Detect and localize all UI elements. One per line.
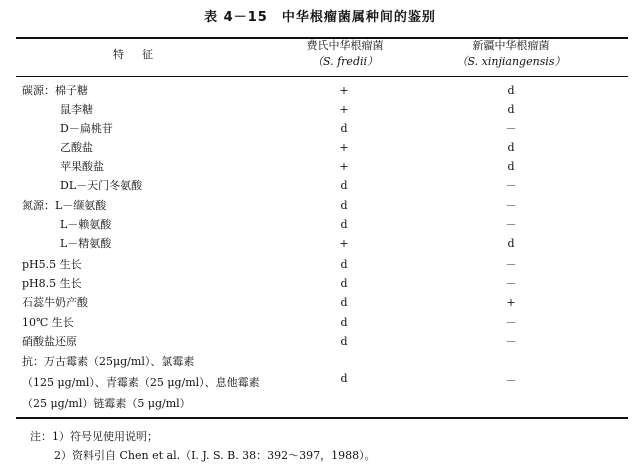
row-value-xinjiangensis: －: [505, 316, 517, 329]
table-row: [0, 119, 640, 138]
table-row: [0, 274, 640, 293]
bottom-rule: [16, 417, 628, 419]
row-feature: 乙酸盐: [60, 141, 93, 154]
row-value-xinjiangensis: －: [505, 335, 517, 348]
table-row: [0, 293, 640, 312]
row-value-fredii: d: [340, 258, 348, 271]
table-row: [0, 255, 640, 274]
table-row: [0, 196, 640, 215]
row-value-xinjiangensis: d: [507, 84, 515, 97]
row-feature: 碳源：棉子糖: [22, 84, 88, 97]
row-feature: pH8.5 生长: [22, 277, 82, 290]
row-value-xinjiangensis: －: [505, 179, 517, 192]
table-row: [0, 234, 640, 253]
row-value-xinjiangensis: d: [507, 141, 515, 154]
row-value-fredii: d: [340, 122, 348, 135]
row-feature: pH5.5 生长: [22, 258, 82, 271]
row-feature: 硝酸盐还原: [22, 335, 77, 348]
row-feature: L－精氨酸: [60, 237, 112, 250]
table-row: [0, 215, 640, 234]
row-feature: 氮源：L－缬氨酸: [22, 199, 107, 212]
row-feature: 石蕊牛奶产酸: [22, 296, 88, 309]
row-feature: 苹果酸盐: [60, 160, 104, 173]
table-row: [0, 138, 640, 157]
header-feature: 特征: [113, 48, 171, 61]
note-1: 注：1）符号见使用说明；: [30, 430, 158, 443]
table-row: [0, 157, 640, 176]
row-value-fredii: +: [339, 160, 349, 173]
table-row: [0, 332, 640, 351]
header-rule: [16, 76, 628, 77]
row-value-fredii: +: [339, 237, 349, 250]
row-value-fredii: +: [339, 141, 349, 154]
table-row: [0, 176, 640, 195]
row-value-fredii: d: [340, 335, 348, 348]
row-value-xinjiangensis: －: [505, 277, 517, 290]
row-feature: DL－天门冬氨酸: [60, 179, 143, 192]
header-col-xinjiangensis-name: 新疆中华根瘤菌: [472, 39, 550, 52]
header-col-fredii-sci: （S. fredii）: [311, 55, 379, 68]
row-value-fredii: +: [339, 103, 349, 116]
table-row: [0, 81, 640, 100]
row-value-fredii: +: [339, 84, 349, 97]
row-value-xinjiangensis: －: [505, 199, 517, 212]
row-feature: L－赖氨酸: [60, 218, 112, 231]
row-value-xinjiangensis: －: [505, 122, 517, 135]
row-value-xinjiangensis: d: [507, 103, 515, 116]
row-value-fredii: d: [340, 199, 348, 212]
row-value-xinjiangensis: －: [505, 258, 517, 271]
row-value-fredii: d: [340, 218, 348, 231]
header-col-xinjiangensis: [426, 38, 596, 70]
row-value-fredii: d: [340, 316, 348, 329]
row-value-fredii: d: [340, 296, 348, 309]
row-value-xinjiangensis: +: [506, 296, 516, 309]
antibiotics-line-3: （25 μg/ml）链霉素（5 μg/ml）: [22, 397, 191, 410]
header-col-fredii: [260, 38, 430, 70]
row-value-fredii: d: [340, 179, 348, 192]
antibiotics-line-2: （125 μg/ml）、青霉素（25 μg/ml）、息他霉素: [22, 376, 260, 389]
row-value-xinjiangensis: d: [507, 160, 515, 173]
antibiotics-line-1: 抗：万古霉素（25μg/ml）、氯霉素: [22, 355, 195, 368]
antibiotics-value-fredii: d: [340, 372, 348, 385]
row-value-xinjiangensis: d: [507, 237, 515, 250]
row-feature: 鼠李糖: [60, 103, 93, 116]
note-2: 2）资料引自 Chen et al.（I. J. S. B. 38：392～397，1988）。: [54, 449, 376, 462]
row-feature: D－扁桃苷: [60, 122, 113, 135]
header-col-fredii-name: 费氏中华根瘤菌: [306, 39, 384, 52]
table-title: 表 4－15 中华根瘤菌属种间的鉴别: [204, 10, 436, 25]
table-row: [0, 100, 640, 119]
antibiotics-value-xinjiangensis: －: [505, 374, 517, 387]
header-col-xinjiangensis-sci: （S. xinjiangensis）: [456, 55, 566, 68]
row-value-fredii: d: [340, 277, 348, 290]
row-value-xinjiangensis: －: [505, 218, 517, 231]
row-feature: 10℃ 生长: [22, 316, 74, 329]
table-row: [0, 313, 640, 332]
